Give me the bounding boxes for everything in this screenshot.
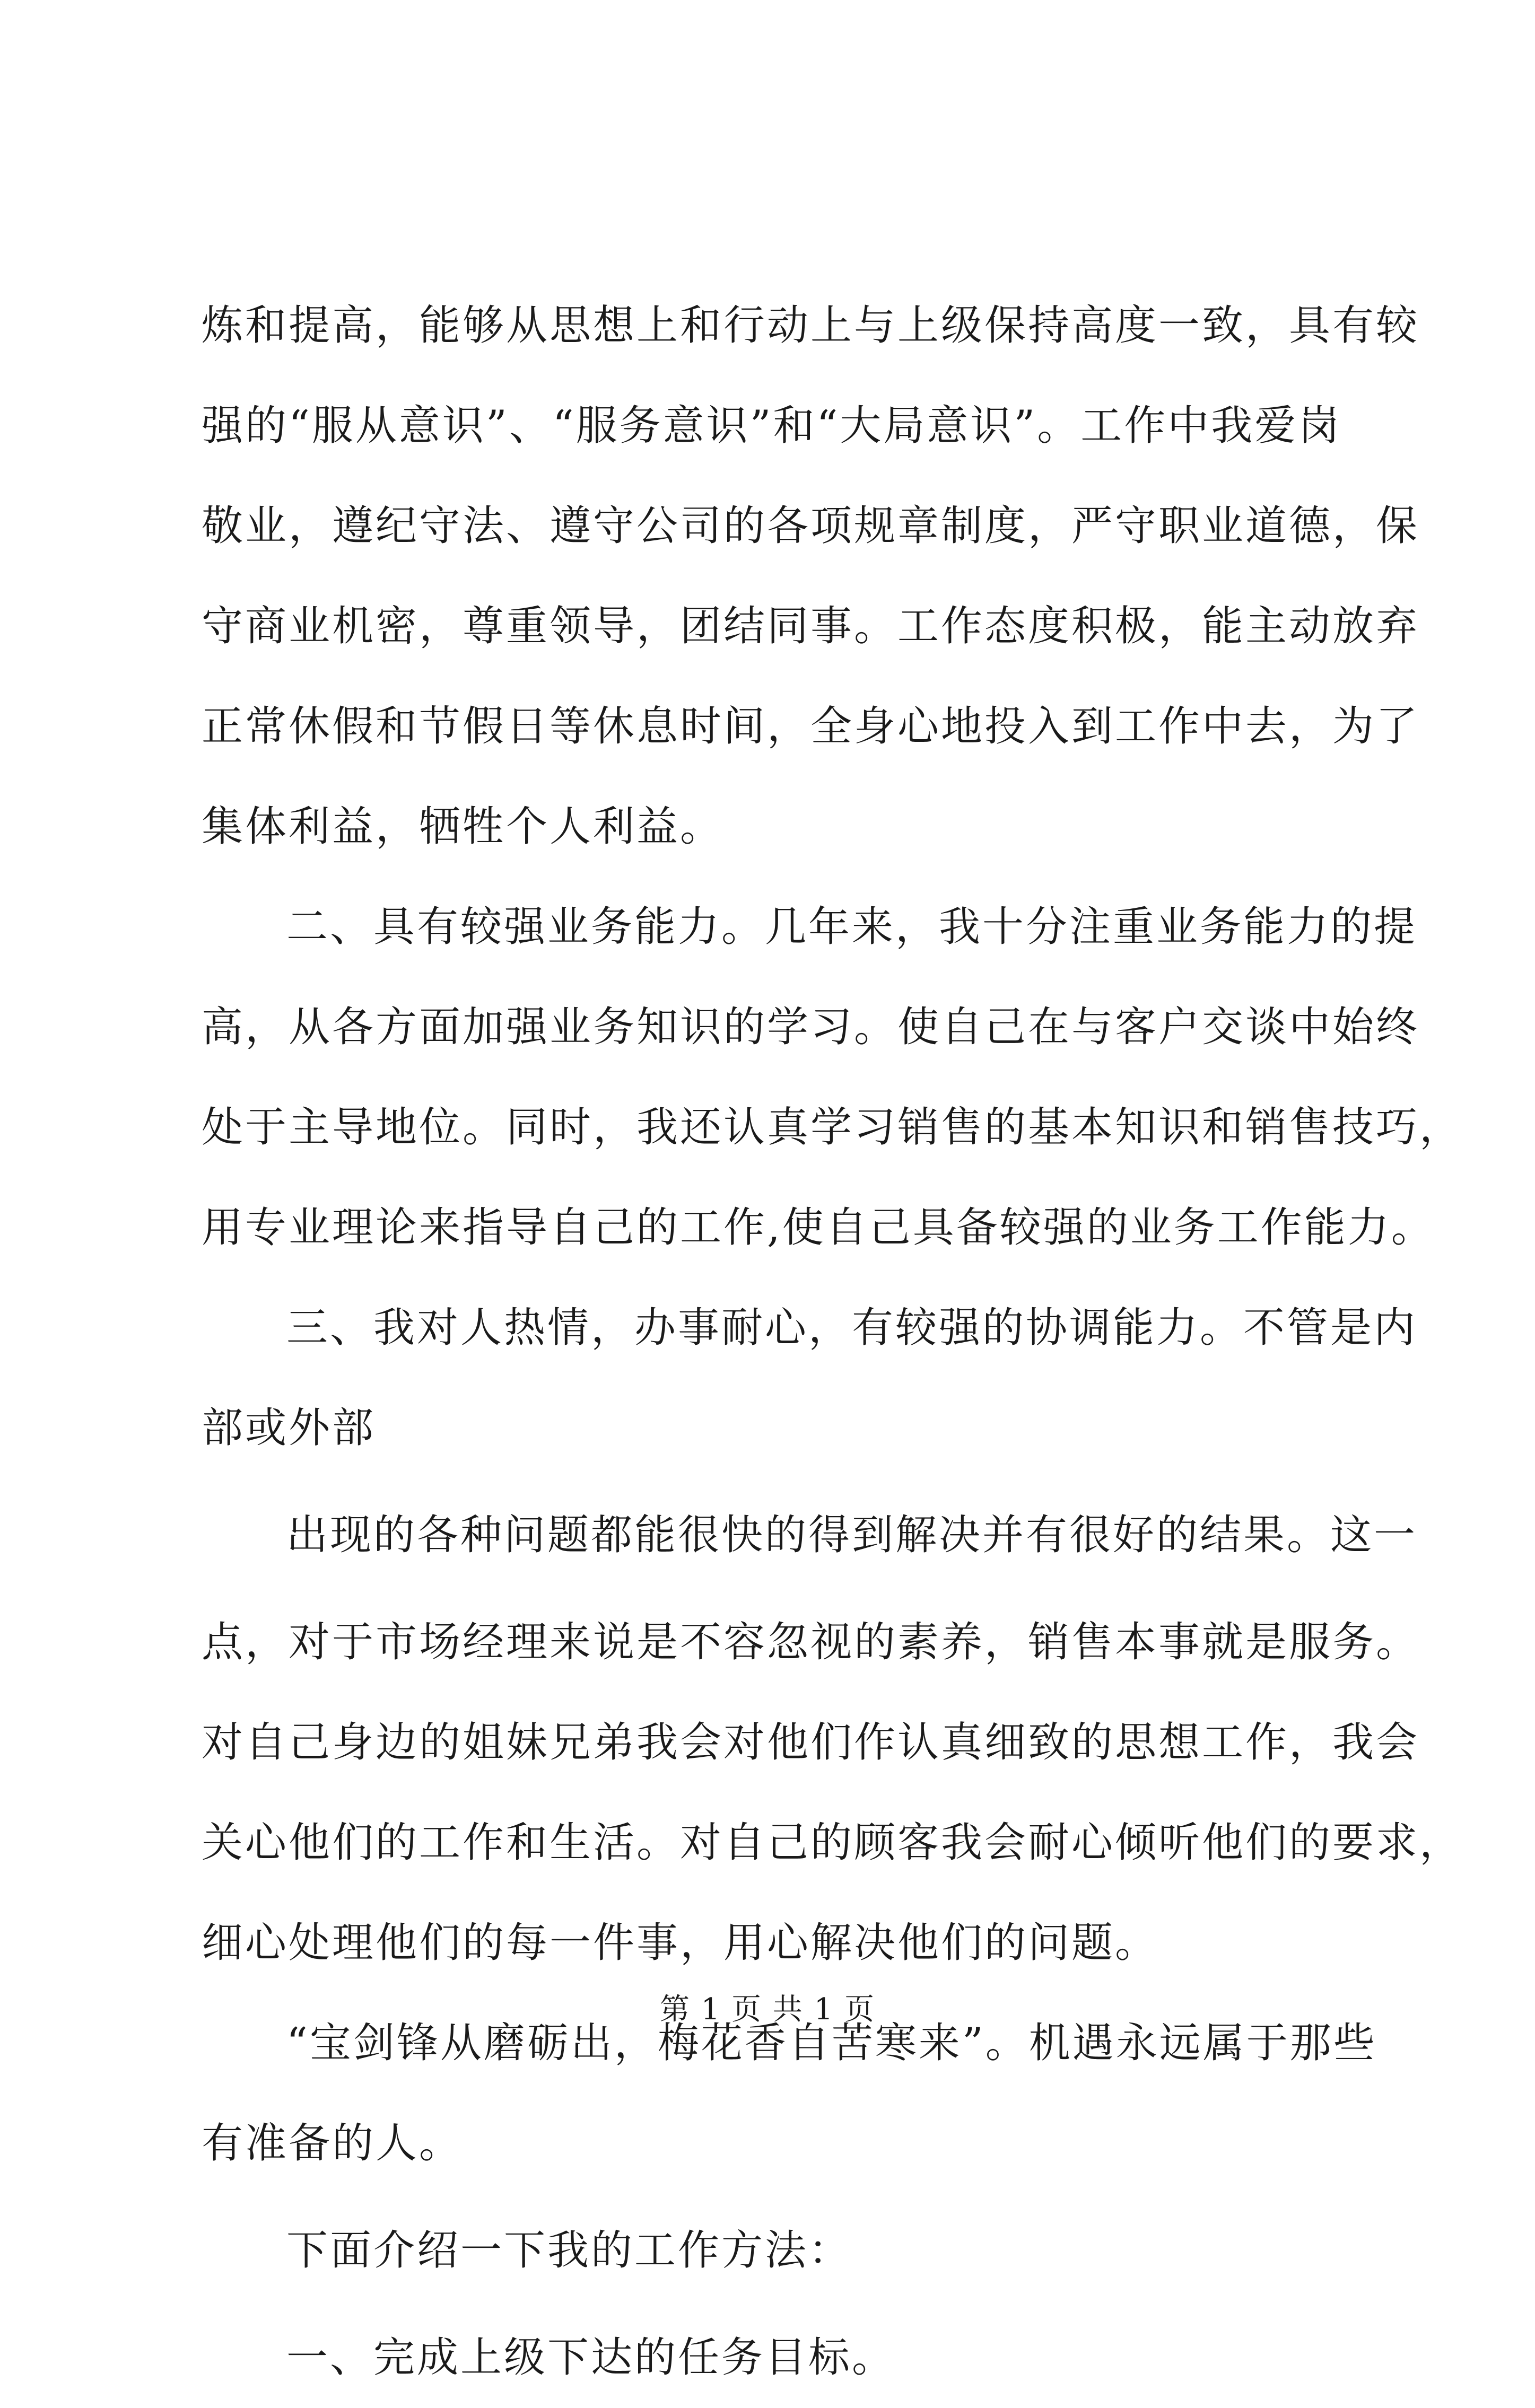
document-body (202, 276, 1463, 2408)
text-line: 细心处理他们的每一件事，用心解决他们的问题。 (202, 1919, 1159, 1967)
text-line: 部或外部 (202, 1404, 376, 1452)
text-line: 炼和提高，能够从思想上和行动上与上级保持高度一致，具有较 (202, 302, 1420, 349)
text-line: 强的“服从意识”、“服务意识”和“大局意识”。工作中我爱岗 (202, 402, 1342, 450)
text-line: 正常休假和节假日等休息时间，全身心地投入到工作中去，为了 (202, 703, 1420, 750)
paragraph-start-line: 三、我对人热情，办事耐心，有较强的协调能力。不管是内 (286, 1304, 1418, 1352)
paragraph-start-line: 下面介绍一下我的工作方法： (286, 2227, 852, 2274)
paragraph-start-line: 二、具有较强业务能力。几年来，我十分注重业务能力的提 (286, 903, 1418, 951)
text-line: 点，对于市场经理来说是不容忽视的素养，销售本事就是服务。 (202, 1618, 1420, 1666)
text-line: 关心他们的工作和生活。对自己的顾客我会耐心倾听他们的要求， (202, 1819, 1463, 1867)
text-line: 用专业理论来指导自己的工作,使自己具备较强的业务工作能力。 (202, 1204, 1435, 1251)
text-line: 敬业，遵纪守法、遵守公司的各项规章制度，严守职业道德，保 (202, 502, 1420, 550)
paragraph-start-line: 出现的各种问题都能很快的得到解决并有很好的结果。这一 (286, 1511, 1418, 1559)
text-line: 高，从各方面加强业务知识的学习。使自己在与客户交谈中始终 (202, 1003, 1420, 1051)
text-line: 有准备的人。 (202, 2120, 463, 2167)
text-line: 对自己身边的姐妹兄弟我会对他们作认真细致的思想工作，我会 (202, 1719, 1420, 1766)
text-line: 处于主导地位。同时，我还认真学习销售的基本知识和销售技巧， (202, 1104, 1463, 1151)
page-footer (0, 1986, 1535, 2028)
text-line: 集体利益，牺牲个人利益。 (202, 803, 724, 851)
paragraph-start-line: “宝剑锋从磨砺出，梅花香自苦寒来”。机遇永远属于那些 (286, 2019, 1377, 2067)
text-line: 守商业机密，尊重领导，团结同事。工作态度积极，能主动放弃 (202, 602, 1420, 650)
paragraph-start-line: 一、完成上级下达的任务目标。 (286, 2334, 896, 2381)
page-number-label: 第 1 页 共 1 页 (659, 1992, 876, 2027)
